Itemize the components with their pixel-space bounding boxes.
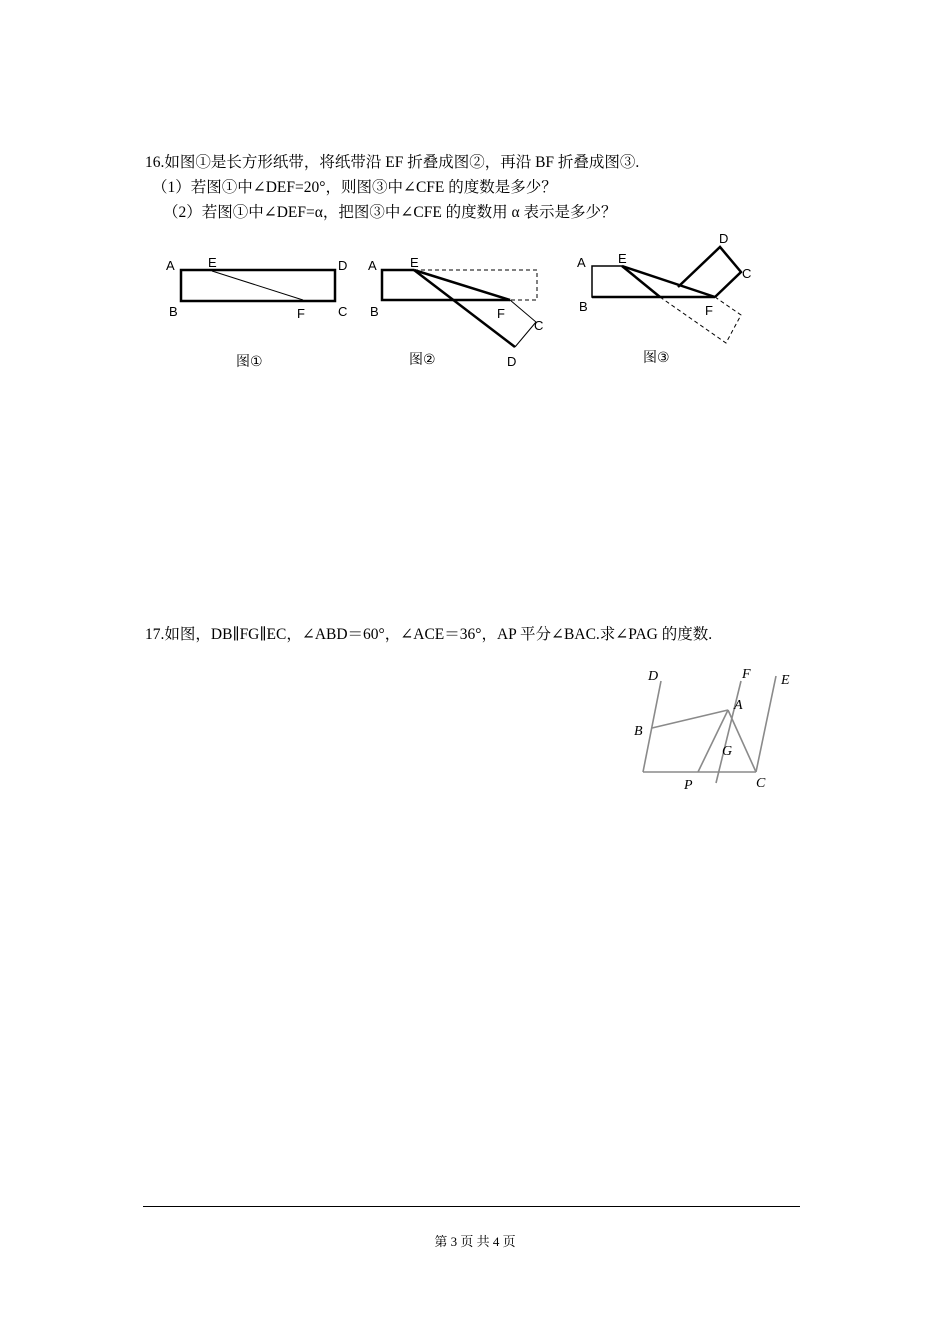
q17-label-e: E xyxy=(781,673,790,688)
fig1-fold-line-ef xyxy=(212,271,303,300)
page-number: 第 3 页 共 4 页 xyxy=(434,1234,516,1249)
fig2-label-f: F xyxy=(497,306,505,321)
fig2-folded-end xyxy=(510,300,536,347)
q17-stem: 17.如图，DB∥FG∥EC，∠ABD＝60°，∠ACE＝36°，AP 平分∠BAC.求∠PAG 的度数. xyxy=(145,626,713,643)
fig2-label-b: B xyxy=(370,304,379,319)
q17-segment-ac xyxy=(728,710,756,772)
q16-stem: 16.如图①是长方形纸带，将纸带沿 EF 折叠成图②，再沿 BF 折叠成图③. xyxy=(145,154,640,171)
fig1-label-e: E xyxy=(208,255,217,270)
fig1-label-a: A xyxy=(166,258,175,273)
fig3-label-c: C xyxy=(742,266,752,281)
q17-label-f: F xyxy=(742,667,751,682)
fig1-label-c: C xyxy=(338,304,348,319)
q17-label-d: D xyxy=(648,669,659,684)
q17-figure xyxy=(618,660,808,800)
q16-figure-1 xyxy=(160,250,360,375)
fig3-caption: 图③ xyxy=(643,350,670,366)
q16-figure-3 xyxy=(570,225,770,375)
fig1-label-f: F xyxy=(297,306,305,321)
fig3-label-b: B xyxy=(579,299,588,314)
q17-label-g: G xyxy=(722,744,733,759)
fig1-label-d: D xyxy=(338,258,348,273)
fig3-label-f: F xyxy=(705,303,713,318)
footer-rule xyxy=(143,1206,800,1207)
fig2-label-e: E xyxy=(410,255,419,270)
q16-part2: （2）若图①中∠DEF=α，把图③中∠CFE 的度数用 α 表示是多少？ xyxy=(163,204,617,221)
fig3-fold-line-bf xyxy=(622,266,660,297)
q17-line-ec xyxy=(756,676,776,772)
fig3-previous-position xyxy=(660,297,741,343)
fig3-label-e: E xyxy=(618,251,627,266)
fig3-label-d: D xyxy=(719,231,729,246)
fig3-label-a: A xyxy=(577,255,586,270)
q17-label-p: P xyxy=(684,778,693,793)
fig2-fold-edge-ef xyxy=(414,270,510,300)
fig2-label-c: C xyxy=(534,318,544,333)
q16-part1: （1）若图①中∠DEF=20°，则图③中∠CFE 的度数是多少？ xyxy=(152,179,557,196)
q17-label-a: A xyxy=(734,698,743,713)
fig2-label-d: D xyxy=(507,354,517,369)
fig3-fold-edge-ef xyxy=(622,266,715,297)
fig1-caption: 图① xyxy=(236,354,263,370)
q17-label-b: B xyxy=(634,724,643,739)
q17-label-c: C xyxy=(756,776,766,791)
fig2-caption: 图② xyxy=(409,352,436,368)
q16-figure-2 xyxy=(360,250,560,375)
q17-segment-ap xyxy=(698,710,728,772)
fig2-label-a: A xyxy=(368,258,377,273)
q17-segment-ba xyxy=(652,710,728,728)
fig1-label-b: B xyxy=(169,304,178,319)
fig3-folded-end xyxy=(678,247,741,297)
